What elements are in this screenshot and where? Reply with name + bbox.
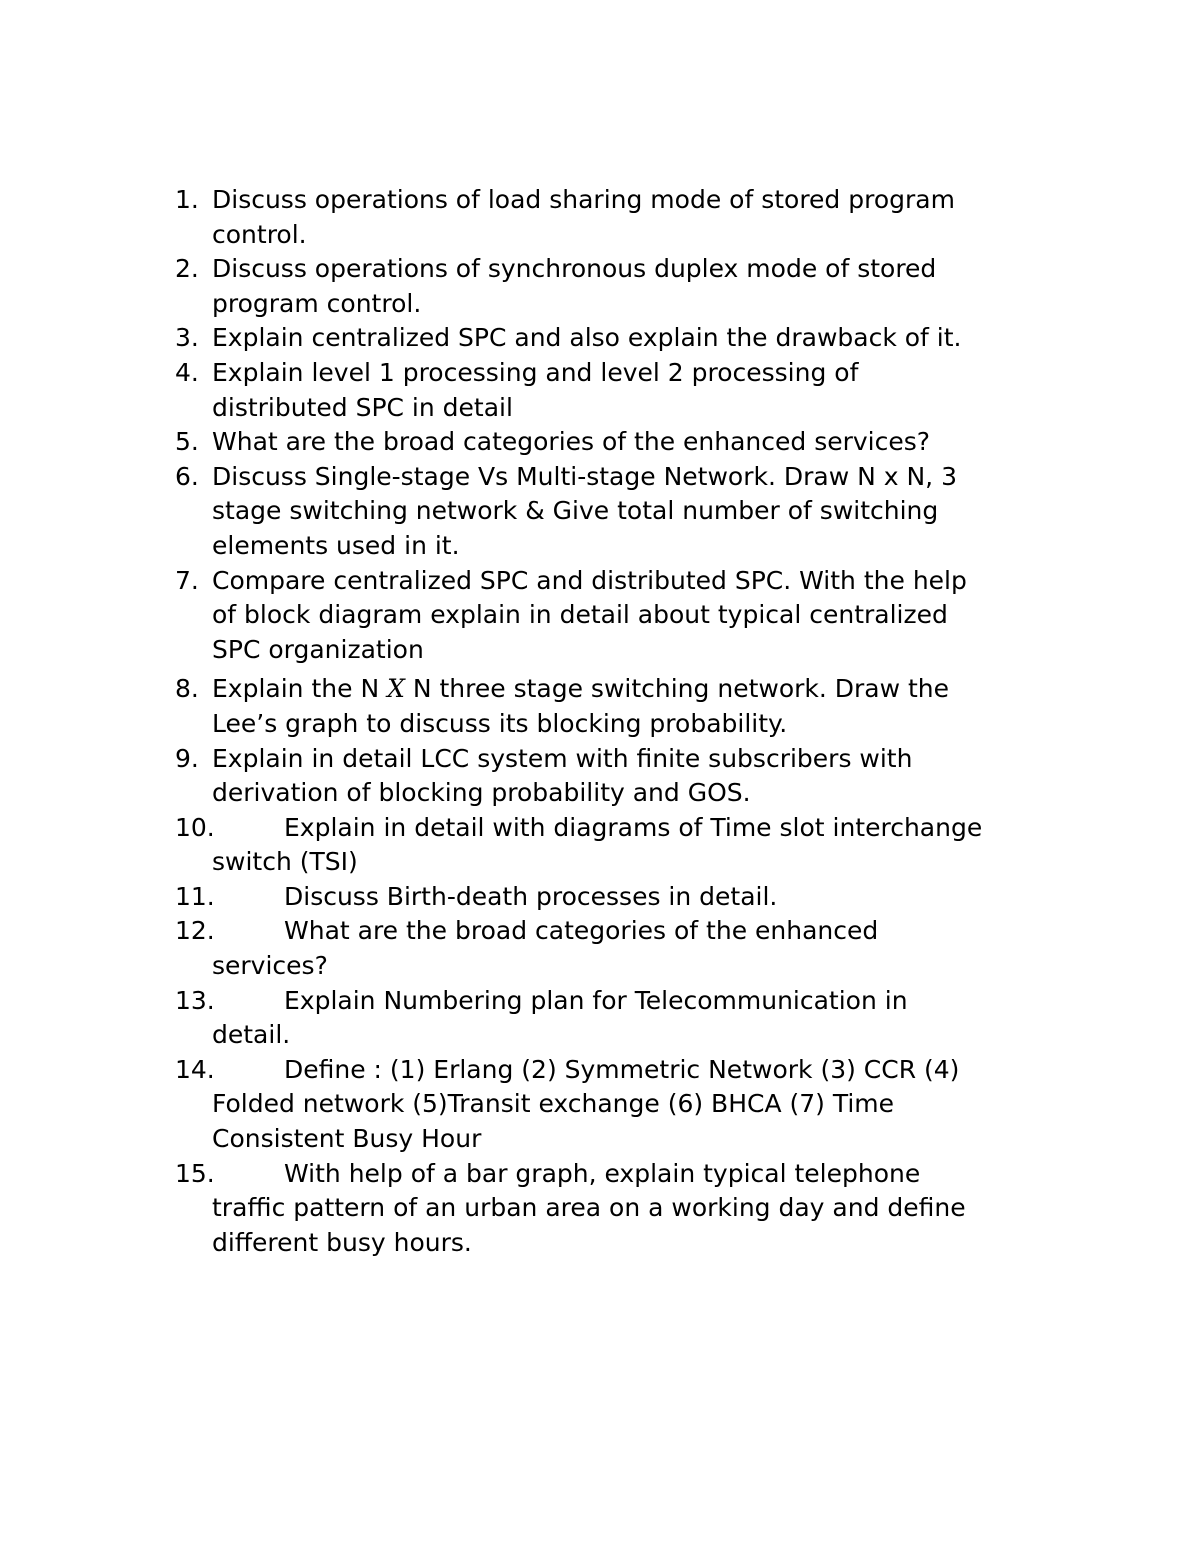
question-line-pre: Explain the N [212,674,388,704]
question-line: With help of a bar graph, explain typical telephone [284,1158,921,1188]
question-item-11 [175,880,1075,915]
question-line: Explain Numbering plan for Telecommunication in [284,985,908,1015]
question-line: Explain in detail LCC system with finite subscribers with [212,743,913,773]
question-item-3 [175,321,1075,356]
question-line: program control. [212,288,422,318]
question-item-7 [175,564,1075,668]
question-line: Compare centralized SPC and distributed SPC. With the help [212,565,967,595]
question-line: Discuss operations of synchronous duplex mode of stored [212,254,937,284]
question-number: 2. [175,254,199,284]
question-number: 4. [175,357,199,387]
question-item-10 [175,811,1075,880]
question-line: control. [212,219,307,249]
question-item-6 [175,460,1075,564]
question-line: switch (TSI) [212,847,358,877]
question-item-14 [175,1053,1075,1157]
question-line: derivation of blocking probability and GOS. [212,778,751,808]
question-item-12 [175,914,1075,983]
question-number: 3. [175,323,199,353]
question-line: elements used in it. [212,530,460,560]
question-line: Explain centralized SPC and also explain the drawback of it. [212,323,962,353]
question-line: services? [212,951,328,981]
question-number: 13. [175,985,215,1015]
question-line: What are the broad categories of the enhanced [284,916,879,946]
question-number: 14. [175,1054,215,1084]
question-line: Folded network (5)Transit exchange (6) BHCA (7) Time [212,1089,895,1119]
question-line: Discuss Birth-death processes in detail. [284,881,778,911]
question-list [175,183,1075,1260]
question-line-post: N three stage switching network. Draw the [404,674,950,704]
question-line: SPC organization [212,634,424,664]
math-x-symbol: X [387,674,405,704]
question-item-15 [175,1157,1075,1261]
question-line: Discuss operations of load sharing mode of stored program [212,185,955,214]
question-line: detail. [212,1020,291,1050]
question-line: Define : (1) Erlang (2) Symmetric Network (3) CCR (4) [284,1054,960,1084]
question-item-13 [175,984,1075,1053]
question-line: What are the broad categories of the enhanced services? [212,427,931,457]
question-line: of block diagram explain in detail about typical centralized [212,600,948,630]
question-line: different busy hours. [212,1227,472,1257]
question-number: 7. [175,565,199,595]
question-number: 1. [175,185,199,214]
question-item-5 [175,425,1075,460]
question-number: 15. [175,1158,215,1188]
question-item-8 [175,672,1075,741]
question-number: 11. [175,881,215,911]
question-line: stage switching network & Give total number of switching [212,496,939,526]
question-item-1 [175,183,1075,252]
question-number: 5. [175,427,199,457]
question-line: Consistent Busy Hour [212,1124,482,1154]
question-number: 10. [175,812,215,842]
question-line: Discuss Single-stage Vs Multi-stage Network. Draw N x N, 3 [212,461,957,491]
question-number: 9. [175,743,199,773]
question-line: traffic pattern of an urban area on a working day and define [212,1193,966,1223]
question-number: 12. [175,916,215,946]
question-line: Lee’s graph to discuss its blocking probability. [212,708,788,738]
question-number: 8. [175,674,199,704]
question-line: Explain in detail with diagrams of Time slot interchange [284,812,983,842]
question-line: distributed SPC in detail [212,392,513,422]
question-item-4 [175,356,1075,425]
question-number: 6. [175,461,199,491]
question-item-2 [175,252,1075,321]
question-line: Explain level 1 processing and level 2 processing of [212,357,859,387]
question-item-9 [175,742,1075,811]
